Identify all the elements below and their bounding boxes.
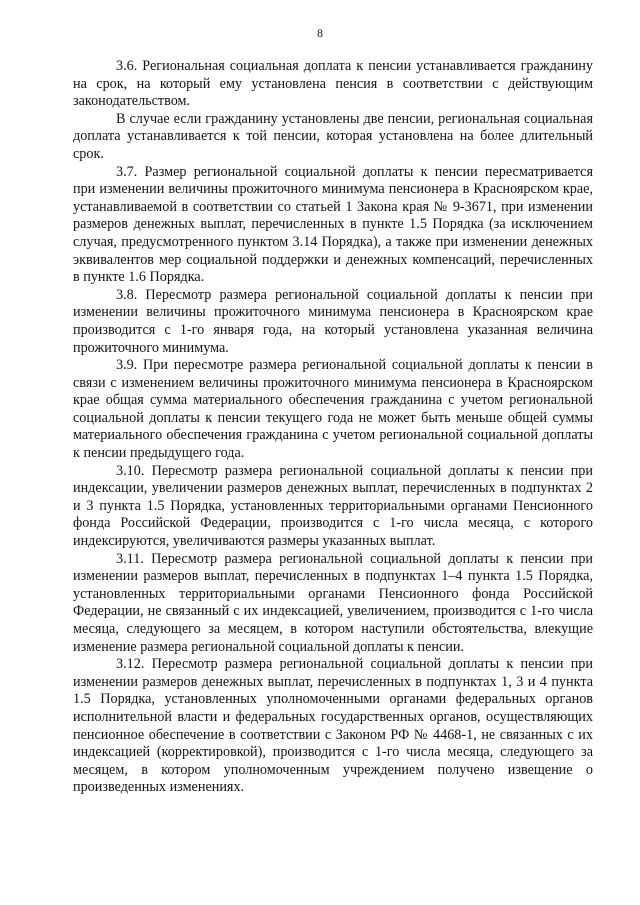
- paragraph-3-8: 3.8. Пересмотр размера региональной социальной доплаты к пенсии при изменении величины прожиточного минимума пенсионера в Красноярском крае производится с 1-го января года, на который установлена указанная величина прожиточного минимума.: [73, 286, 593, 356]
- paragraph-3-9: 3.9. При пересмотре размера региональной социальной доплаты к пенсии в связи с изменением величины прожиточного минимума пенсионера в Красноярском крае общая сумма материального обеспечения гражданина с учетом региональной социальной доплаты к пенсии текущего года не может быть меньше общей суммы материального обеспечения гражданина с учетом региональной социальной доплаты к пенсии предыдущего года.: [73, 357, 593, 462]
- paragraph-3-12: 3.12. Пересмотр размера региональной социальной доплаты к пенсии при изменении размеров денежных выплат, перечисленных в подпунктах 1, 3 и 4 пункта 1.5 Порядка, установленных уполномоченными органами федеральных органов исполнительной власти и федеральных государственных органов, осуществляющих пенсионное обеспечение в соответствии с Законом РФ № 4468-1, не связанных с их индексацией (корректировкой), производится с 1-го числа месяца, следующего за месяцем, в котором уполномоченным учреждением получено извещение о произведенных изменениях.: [73, 656, 593, 796]
- paragraph-3-10: 3.10. Пересмотр размера региональной социальной доплаты к пенсии при индексации, увеличении размеров денежных выплат, перечисленных в подпунктах 2 и 3 пункта 1.5 Порядка, установленных территориальными органами Пенсионного фонда Российской Федерации, производится с 1-го числа месяца, с которого индексируются, увеличиваются размеры указанных выплат.: [73, 462, 593, 550]
- paragraph-3-7: 3.7. Размер региональной социальной доплаты к пенсии пересматривается при изменении величины прожиточного минимума пенсионера в Красноярском крае, устанавливаемой в соответствии со статьей 1 Закона края № 9-3671, при изменении размеров денежных выплат, перечисленных в пункте 1.5 Порядка (за исключением случая, предусмотренного пунктом 3.14 Порядка), а также при изменении денежных эквивалентов мер социальной поддержки и денежных компенсаций, перечисленных в пункте 1.6 Порядка.: [73, 163, 593, 286]
- paragraph-3-6: 3.6. Региональная социальная доплата к пенсии устанавливается гражданину на срок, на который ему установлена пенсия в соответствии с действующим законодательством.: [73, 58, 593, 110]
- page-number: 8: [317, 26, 323, 40]
- document-body: [73, 58, 593, 797]
- paragraph-3-6-two-pensions: В случае если гражданину установлены две пенсии, региональная социальная доплата устанавливается к той пенсии, которая установлена на более длительный срок.: [73, 110, 593, 162]
- paragraph-3-11: 3.11. Пересмотр размера региональной социальной доплаты к пенсии при изменении размеров выплат, перечисленных в подпунктах 1–4 пункта 1.5 Порядка, установленных территориальными органами Пенсионного фонда Российской Федерации, не связанный с их индексацией, увеличением, производится с 1-го числа месяца, следующего за месяцем, в котором наступили обстоятельства, влекущие изменение размера региональной социальной доплаты к пенсии.: [73, 550, 593, 655]
